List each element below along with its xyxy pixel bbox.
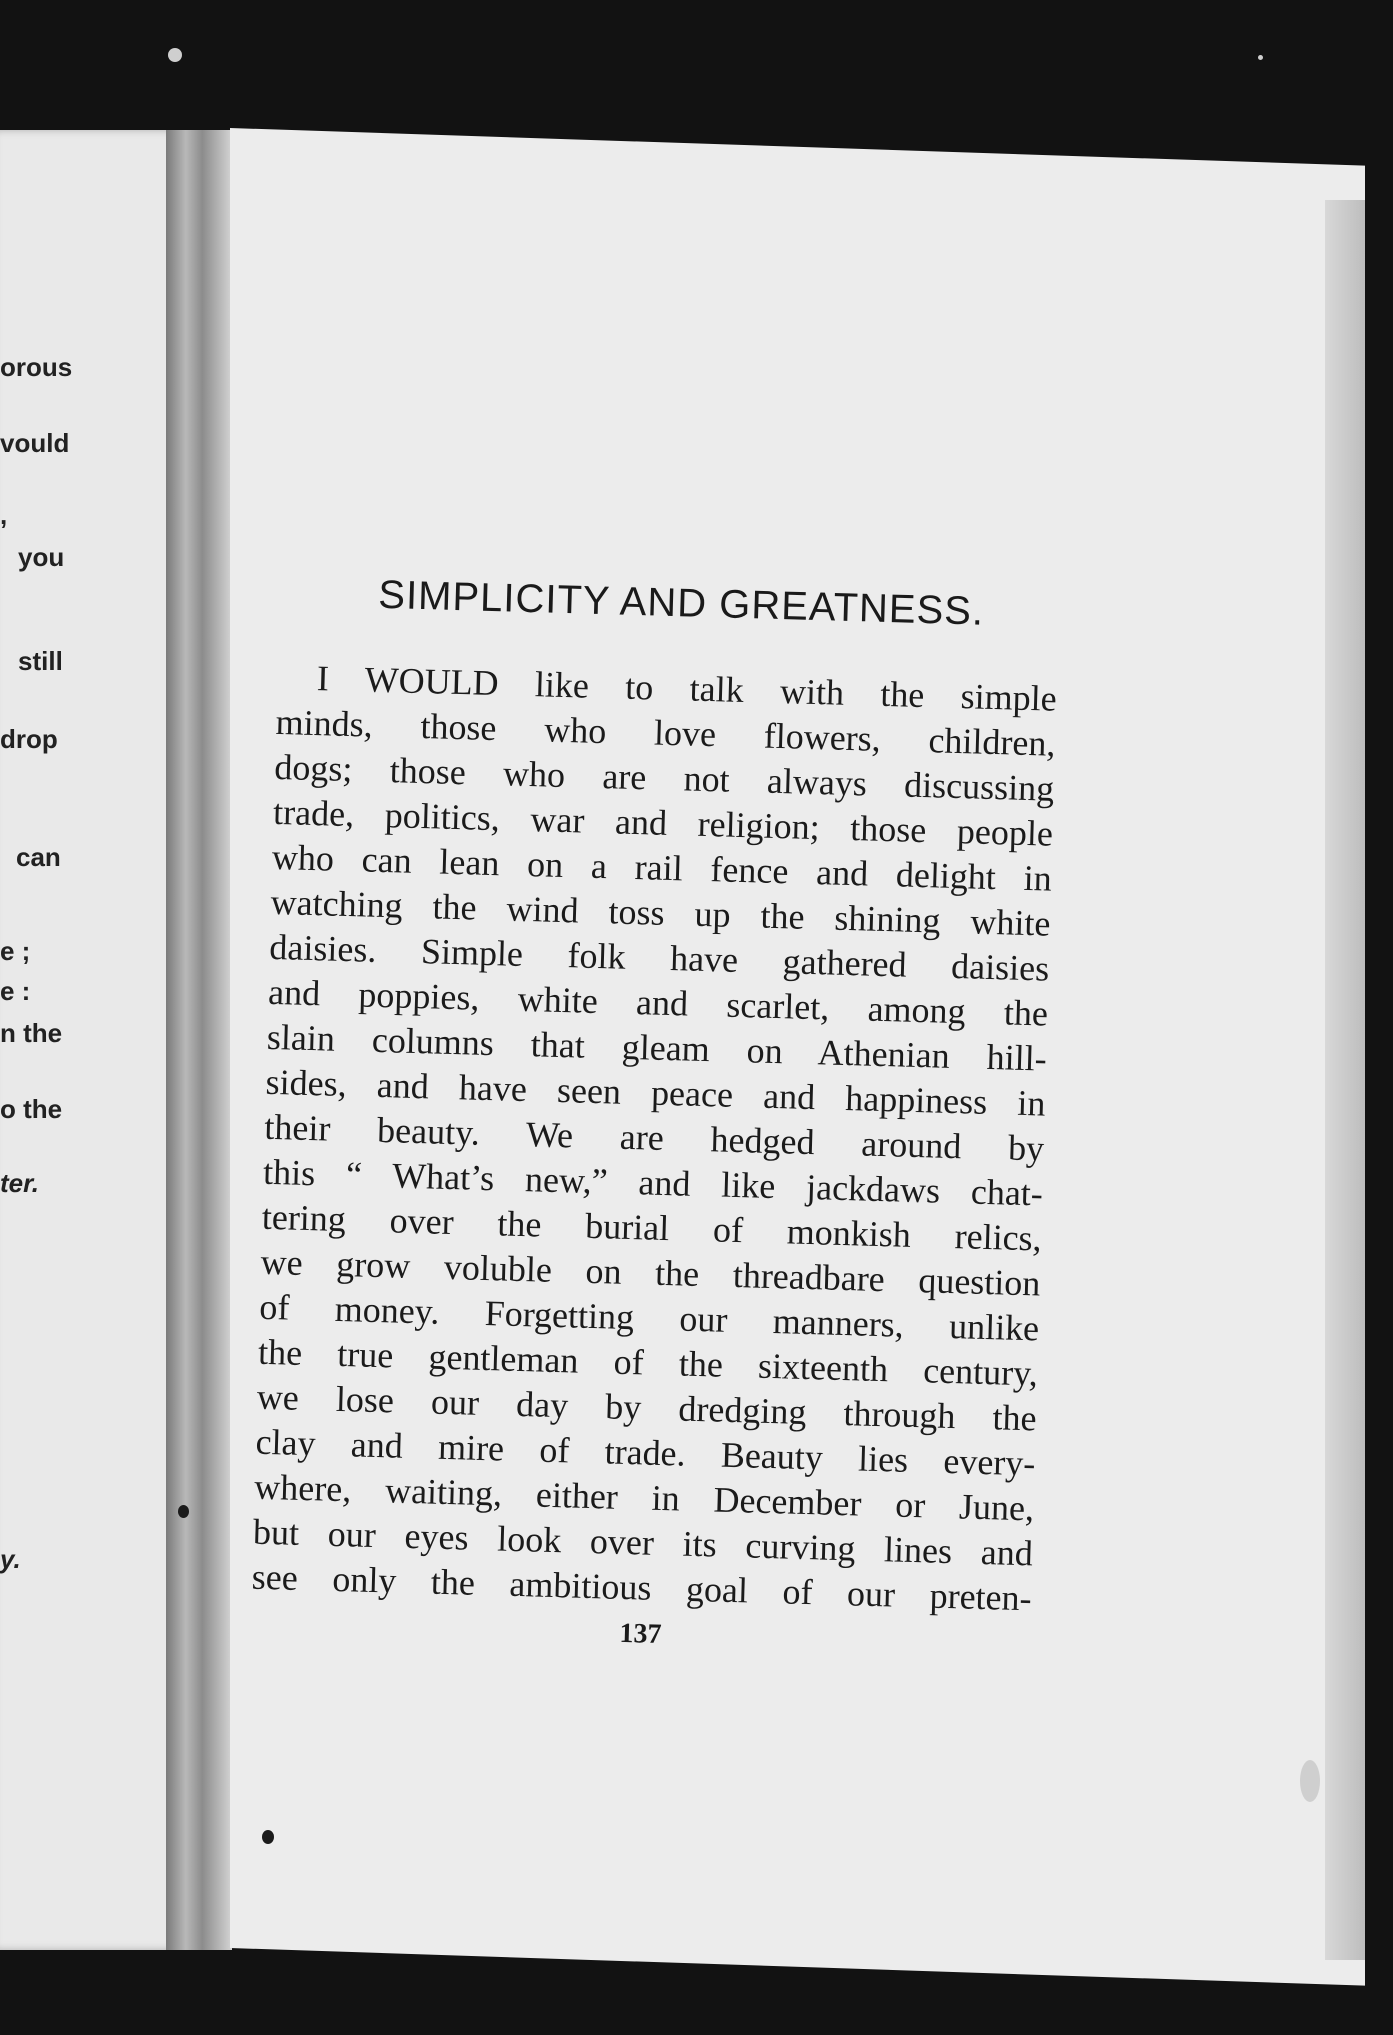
body-line: sides, and have seen peace and happiness in	[265, 1061, 1046, 1124]
body-line: we lose our day by dredging through the	[256, 1376, 1038, 1439]
body-line: tering over the burial of monkish relics,	[261, 1196, 1043, 1259]
body-line: daisies. Simple folk have gathered daisies	[268, 926, 1050, 989]
left-page-line: y.	[0, 1544, 21, 1574]
page-number: 137	[619, 1617, 662, 1651]
left-page-line: drop	[0, 724, 58, 754]
page-edge	[1325, 200, 1365, 1960]
page-title: SIMPLICITY AND GREATNESS.	[377, 572, 985, 634]
body-paragraph	[251, 655, 1057, 1621]
book-gutter	[166, 130, 232, 1950]
left-page-line: orous	[0, 352, 73, 382]
body-line: and poppies, white and scarlet, among the	[267, 971, 1049, 1034]
body-line: this “ What’s new,” and like jackdaws chat-	[262, 1151, 1044, 1214]
left-page-line: e ;	[0, 936, 31, 966]
scan-speck	[178, 1505, 189, 1518]
main-page-content	[250, 570, 1060, 1661]
left-page-line: ,	[0, 500, 8, 530]
scan-speck	[168, 48, 182, 62]
left-page-line: n the	[0, 1018, 63, 1048]
left-page-line: e :	[0, 976, 31, 1006]
left-page-line: still	[18, 646, 63, 676]
body-line: minds, those who love flowers, children,	[275, 701, 1057, 764]
body-line: their beauty. We are hedged around by	[263, 1106, 1045, 1169]
body-line: who can lean on a rail fence and delight in	[271, 836, 1053, 899]
scan-speck	[262, 1830, 274, 1844]
body-line: the true gentleman of the sixteenth century,	[257, 1331, 1039, 1394]
left-page-line: can	[16, 842, 61, 872]
body-line: trade, politics, war and religion; those people	[272, 791, 1054, 854]
body-line: I WOULD like to talk with the simple	[316, 658, 1058, 719]
body-line: clay and mire of trade. Beauty lies every-	[255, 1421, 1036, 1484]
body-line: slain columns that gleam on Athenian hill-	[266, 1016, 1048, 1079]
body-line: where, waiting, either in December or June,	[253, 1466, 1035, 1529]
scan-speck	[1300, 1760, 1320, 1802]
left-page-line: o the	[0, 1094, 63, 1124]
body-line: dogs; those who are not always discussing	[273, 746, 1055, 809]
body-line: watching the wind toss up the shining white	[270, 881, 1051, 944]
left-page-line: ter.	[0, 1168, 40, 1198]
body-line: but our eyes look over its curving lines and	[252, 1511, 1034, 1574]
left-page-line: vould	[0, 428, 70, 458]
left-page-line: you	[18, 542, 65, 572]
body-line: we grow voluble on the threadbare question	[260, 1241, 1041, 1304]
scan-speck	[1258, 55, 1263, 60]
body-line: of money. Forgetting our manners, unlike	[258, 1286, 1040, 1349]
body-line: see only the ambitious goal of our preten-	[251, 1556, 1033, 1619]
